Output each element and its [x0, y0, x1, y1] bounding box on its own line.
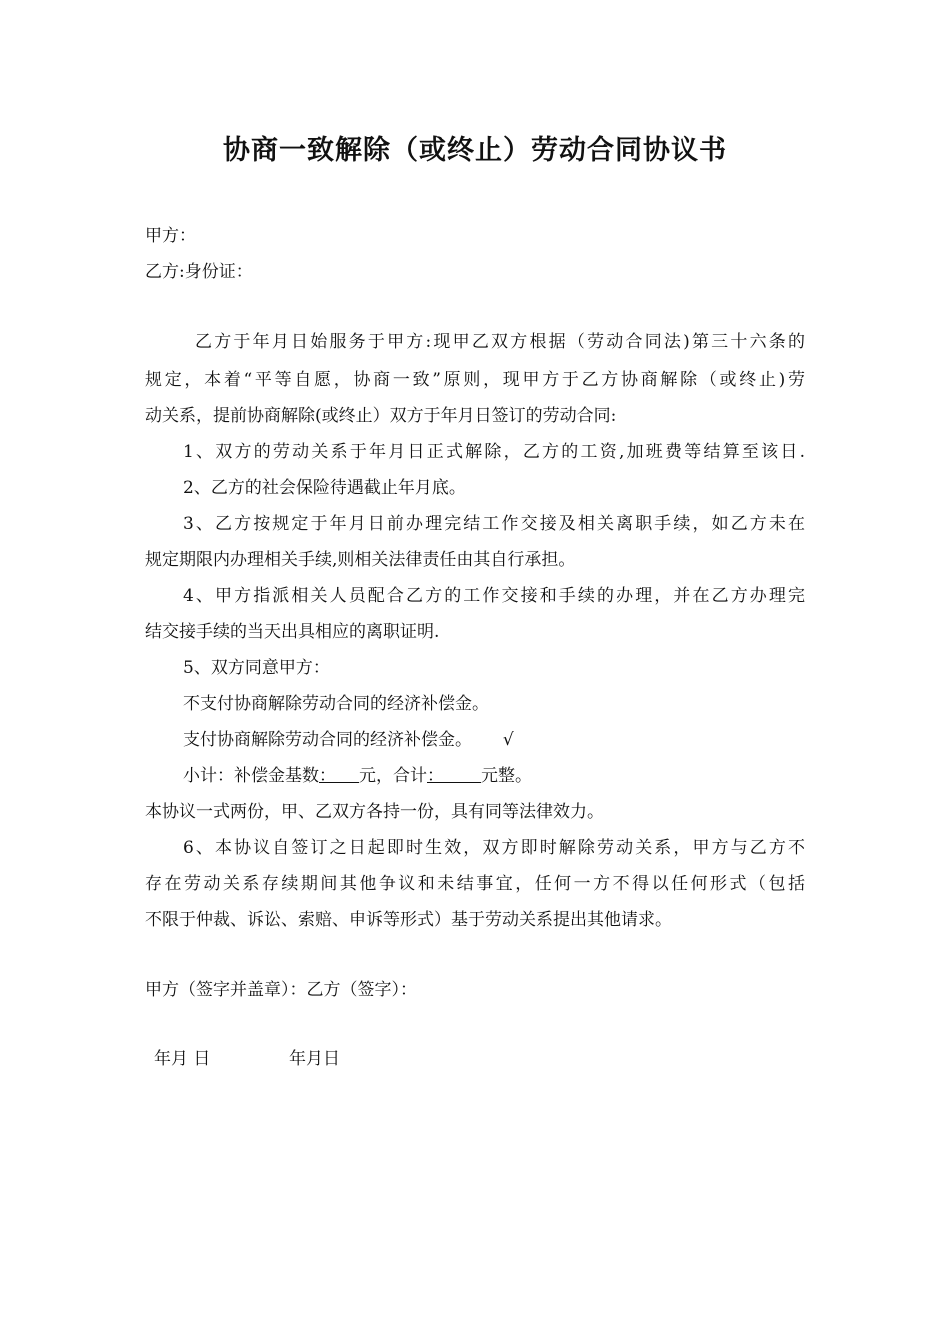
subtotal-unit-1: 元，合计 [359, 766, 427, 786]
clause-6-line-3: 不限于仲裁、诉讼、索赔、申诉等形式）基于劳动关系提出其他请求。 [145, 910, 672, 930]
clause-4-line-2: 结交接手续的当天出具相应的离职证明. [145, 622, 440, 642]
copies-statement: 本协议一式两份，甲、乙双方各持一份，具有同等法律效力。 [145, 802, 604, 822]
clause-3-line-1: 3、乙方按规定于年月日前办理完结工作交接及相关离职手续，如乙方未在 [183, 514, 805, 534]
checkmark-icon: √ [502, 730, 514, 750]
total-amount-blank [427, 766, 481, 786]
intro-line-2: 规定，本着“平等自愿，协商一致”原则，现甲方于乙方协商解除（或终止)劳 [145, 370, 805, 390]
intro-line-3: 动关系，提前协商解除(或终止）双方于年月日签订的劳动合同: [145, 406, 617, 426]
clause-1: 1、双方的劳动关系于年月日正式解除，乙方的工资,加班费等结算至该日. [183, 442, 805, 462]
clause-4-line-1: 4、甲方指派相关人员配合乙方的工作交接和手续的办理，并在乙方办理完 [183, 586, 805, 606]
subtotal-line [183, 766, 532, 786]
signature-line: 甲方（签字并盖章）：乙方（签字）： [145, 980, 417, 1000]
option-compensation-label: 支付协商解除劳动合同的经济补偿金。 [183, 730, 472, 750]
clause-6-line-2: 存在劳动关系存续期间其他争议和未结事宜，任何一方不得以任何形式（包括 [145, 874, 805, 894]
clause-5: 5、双方同意甲方： [183, 658, 330, 678]
option-no-compensation: 不支付协商解除劳动合同的经济补偿金。 [183, 694, 489, 714]
date-party-a: 年月 日 [154, 1049, 211, 1069]
clause-3-line-2: 规定期限内办理相关手续,则相关法律责任由其自行承担。 [145, 550, 576, 570]
date-party-b: 年月日 [289, 1049, 340, 1069]
base-amount-blank [319, 766, 359, 786]
party-b-line: 乙方:身份证： [145, 262, 253, 282]
document-title: 协商一致解除（或终止）劳动合同协议书 [223, 135, 727, 166]
total-amount-colon: ： [427, 766, 444, 786]
subtotal-label: 小计：补偿金基数 [183, 766, 319, 786]
option-compensation [183, 730, 514, 750]
party-a-line: 甲方： [145, 226, 196, 246]
intro-line-1: 乙方于年月日始服务于甲方:现甲乙双方根据（劳动合同法)第三十六条的 [195, 332, 805, 352]
base-amount-colon: ： [319, 766, 336, 786]
clause-2: 2、乙方的社会保险待遇截止年月底。 [183, 478, 466, 498]
subtotal-unit-2: 元整。 [481, 766, 532, 786]
clause-6-line-1: 6、本协议自签订之日起即时生效，双方即时解除劳动关系，甲方与乙方不 [183, 838, 805, 858]
